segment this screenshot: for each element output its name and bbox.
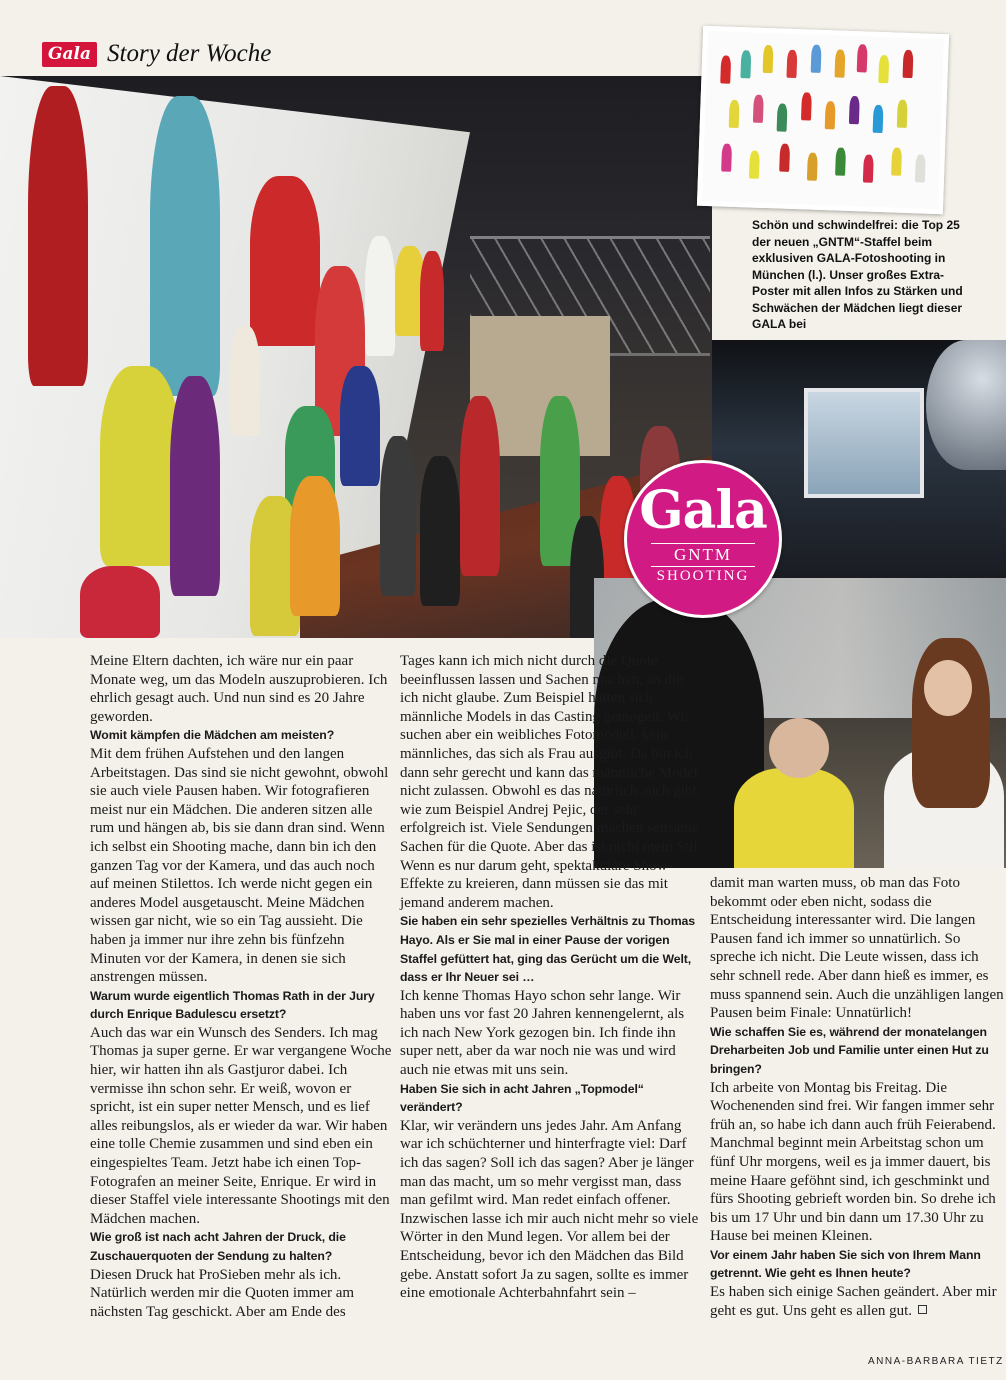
- model-figure: [230, 326, 260, 436]
- article-paragraph: Mit dem frühen Aufstehen und den langen Arbeitstagen. Das sind sie nicht gewohnt, obwohl sie auch viele Pausen haben. Wir fotografieren meist nur ein Mädchen. Die anderen sitzen alle rum und hängen ab, bis sie dann dran sind. Wenn ich selbst ein Shooting mache, dann bin ich den ganzen Tag vor der Kamera, und das auch noch auf meinen Stilettos. Ich werde nicht gegen ein anderes Model ausgetauscht. Meine Mädchen wissen gar nicht, wie so ein Tag aussieht. Die haben ja immer nur ihre zehn bis fünfzehn Minuten vor der Kamera, in denen sie sich anstrengen müssen.: [90, 745, 389, 986]
- end-mark-icon: [918, 1305, 927, 1314]
- article-paragraph: Klar, wir verändern uns jedes Jahr. Am Anfang war ich schüchterner und hinterfragte viel: Darf ich das sagen? Soll ich das sagen? Aber je länger man das macht, um so mehr vergisst man, dass man gefilmt wird. Man redet einfach offener. Inzwischen lasse ich mir auch nicht mehr so viele Wörter in den Mund legen. Vor allem bei der Entscheidung, bevor ich den Mädchen das Bild gebe. Anstatt sofort Ja zu sagen, sollte es immer eine emotionale Achterbahnfahrt sein –: [400, 1117, 699, 1302]
- badge-line1: GNTM: [651, 543, 755, 567]
- model-figure: [863, 154, 874, 182]
- article-column-2: [400, 652, 702, 1303]
- model-figure: [873, 105, 884, 133]
- main-photo: [0, 76, 712, 638]
- interview-question: Womit kämpfen die Mädchen am meisten?: [90, 728, 335, 743]
- badge-brand: Gala: [639, 480, 767, 541]
- gala-logo: Gala: [42, 42, 97, 67]
- badge-line2: SHOOTING: [656, 568, 750, 584]
- article-paragraph: Ich arbeite von Montag bis Freitag. Die Wochenenden sind frei. Wir fangen immer sehr früh an, so habe ich dann auch früh Feierabend. Manchmal beginnt mein Arbeitstag schon um fünf Uhr morgens, weil es ja immer dauert, bis meine Haare geföhnt sind, ich geschminkt und fürs Shooting gebrieft worden bin. So drehe ich bis um 17 Uhr und bin dann um 17.30 Uhr zu Hause bei meinen Kleinen.: [710, 1079, 996, 1245]
- model-figure: [420, 251, 444, 351]
- crew-figure: [420, 456, 460, 606]
- model-figure: [734, 768, 854, 868]
- article-paragraph: Es haben sich einige Sachen geändert. Aber mir geht es gut. Uns geht es allen gut.: [710, 1284, 997, 1319]
- model-figure: [250, 176, 320, 346]
- interview-question: Warum wurde eigentlich Thomas Rath in der Jury durch Enrique Badulescu ersetzt?: [90, 988, 375, 1022]
- model-figure: [460, 396, 500, 576]
- article-column-1: [90, 652, 392, 1321]
- model-figure: [740, 50, 751, 78]
- model-figure: [786, 50, 797, 78]
- section-title: Story der Woche: [107, 40, 272, 67]
- final-paragraph: [710, 1283, 1006, 1320]
- model-figure: [753, 95, 764, 123]
- photo-mirror: [804, 388, 924, 498]
- model-figure: [365, 236, 395, 356]
- photo-caption: Schön und schwindelfrei: die Top 25 der neuen „GNTM“-Staffel beim exklusiven GALA-Fotoshooting in München (l.). Unser großes Extra-Poster mit allen Infos zu Stärken und Schwächen der Mädchen liegt dieser GALA bei: [752, 218, 963, 331]
- model-figure: [763, 45, 774, 73]
- model-figure: [100, 366, 180, 566]
- article-paragraph: Meine Eltern dachten, ich wäre nur ein paar Monate weg, um das Modeln auszuprobieren. Ich ehrlich gesagt auch. Und nun sind es 20 Jahre geworden.: [90, 653, 388, 725]
- model-figure: [150, 96, 220, 396]
- article-paragraph: Auch das war ein Wunsch des Senders. Ich mag Thomas ja super gerne. Er war vergangene Woche hier, wir hatten ihn als Gastjuror dabei. Ich vermisse ihn schon sehr. Er weiß, wovon er spricht, ist ein super netter Mensch, und es lief alles reibungslos, als er wieder da war. Wir haben eine tolle Chemie zusammen und sind eben ein eingespieltes Team. Jetzt habe ich einen Top-Fotografen an meiner Seite, Enrique. Er wird in dieser Staffel viele interessante Shootings mit den Mädchen machen.: [90, 1024, 392, 1227]
- model-head: [924, 660, 972, 716]
- model-figure: [170, 376, 220, 596]
- interview-question: Wie groß ist nach acht Jahren der Druck, die Zuschauerquoten der Sendung zu halten?: [90, 1230, 346, 1263]
- interview-question: Vor einem Jahr haben Sie sich von Ihrem Mann getrennt. Wie geht es Ihnen heute?: [710, 1247, 981, 1281]
- model-figure: [878, 55, 889, 83]
- model-figure: [80, 566, 160, 638]
- model-figure: [729, 100, 740, 128]
- model-figure: [28, 86, 88, 386]
- crew-figure: [380, 436, 416, 596]
- model-figure: [290, 476, 340, 616]
- author-byline: ANNA-BARBARA TIETZ: [868, 1356, 1004, 1367]
- model-figure: [720, 55, 731, 83]
- model-figure: [340, 366, 380, 486]
- article-paragraph: Tages kann ich mich nicht durch die Quote beeinflussen lassen und Sachen machen, an die ich nicht glaube. Zum Beispiel hatten sich männliche Models in das Casting gemogelt. Wir suchen aber ein weibliches Fotomodell, kein männliches, das sich als Frau ausgibt. Da bin ich dann sehr gerecht und kann das männliche Model nicht zulassen. Obwohl es das natürlich auch gibt, wie zum Beispiel Andrej Pejic, der sehr erfolgreich ist. Viele Sendungen machen seltsame Sachen für die Quote. Aber das ist nicht mein Stil. Wenn es nur darum geht, spektakuläre Show-Effekte zu kreieren, dann müssen sie das mit jemand anderem machen.: [400, 653, 702, 911]
- interview-question: Wie schaffen Sie es, während der monatelangen Dreharbeiten Job und Familie unter einen Hut zu bringen?: [710, 1024, 989, 1076]
- article-paragraph: Diesen Druck hat ProSieben mehr als ich. Natürlich werden mir die Quoten immer am nächsten Tag geschickt. Aber am Ende des: [90, 1266, 355, 1320]
- model-figure: [835, 147, 846, 175]
- interview-question: Haben Sie sich in acht Jahren „Topmodel“ verändert?: [400, 1081, 644, 1115]
- model-figure: [777, 103, 788, 131]
- article-column-3: [710, 874, 1006, 1320]
- model-figure: [849, 96, 860, 124]
- model-figure: [811, 45, 822, 73]
- model-figure: [834, 49, 845, 77]
- model-figure: [903, 50, 914, 78]
- model-figure: [721, 143, 732, 171]
- article-paragraph: damit man warten muss, ob man das Foto bekommt oder eben nicht, sodass die Entscheidung interessanter wird. Die langen Pausen fand ich immer so unnatürlich. So spreche ich nicht. Die Leute wissen, dass ich sehr schnell rede. Aber dann hieß es immer, es muss spannend sein. Auch die unzähligen langen Pausen beim Finale: Unnatürlich!: [710, 875, 1004, 1022]
- interview-question: Sie haben ein sehr spezielles Verhältnis zu Thomas Hayo. Als er Sie mal in einer Pause der vorigen Staffel gefüttert hat, ging das Gerücht um die Welt, dass er Ihr Neuer sei …: [400, 914, 696, 985]
- model-figure: [825, 101, 836, 129]
- photo-lamp: [926, 340, 1006, 470]
- model-figure: [807, 152, 818, 180]
- model-head: [769, 718, 829, 778]
- model-figure: [779, 144, 790, 172]
- model-figure: [897, 100, 908, 128]
- model-figure: [801, 92, 812, 120]
- model-figure: [915, 154, 926, 182]
- model-figure: [857, 44, 868, 72]
- gala-gntm-badge: [624, 460, 782, 618]
- article-paragraph: Ich kenne Thomas Hayo schon sehr lange. Wir haben uns vor fast 20 Jahren kennengelernt, als ich nach New York gezogen bin. Ich finde ihn super nett, aber da war noch nie was und wird auch nie etwas mit uns sein.: [400, 987, 685, 1079]
- model-figure: [891, 147, 902, 175]
- model-figure: [749, 150, 760, 178]
- group-photo: [697, 26, 949, 214]
- section-header: [42, 40, 271, 68]
